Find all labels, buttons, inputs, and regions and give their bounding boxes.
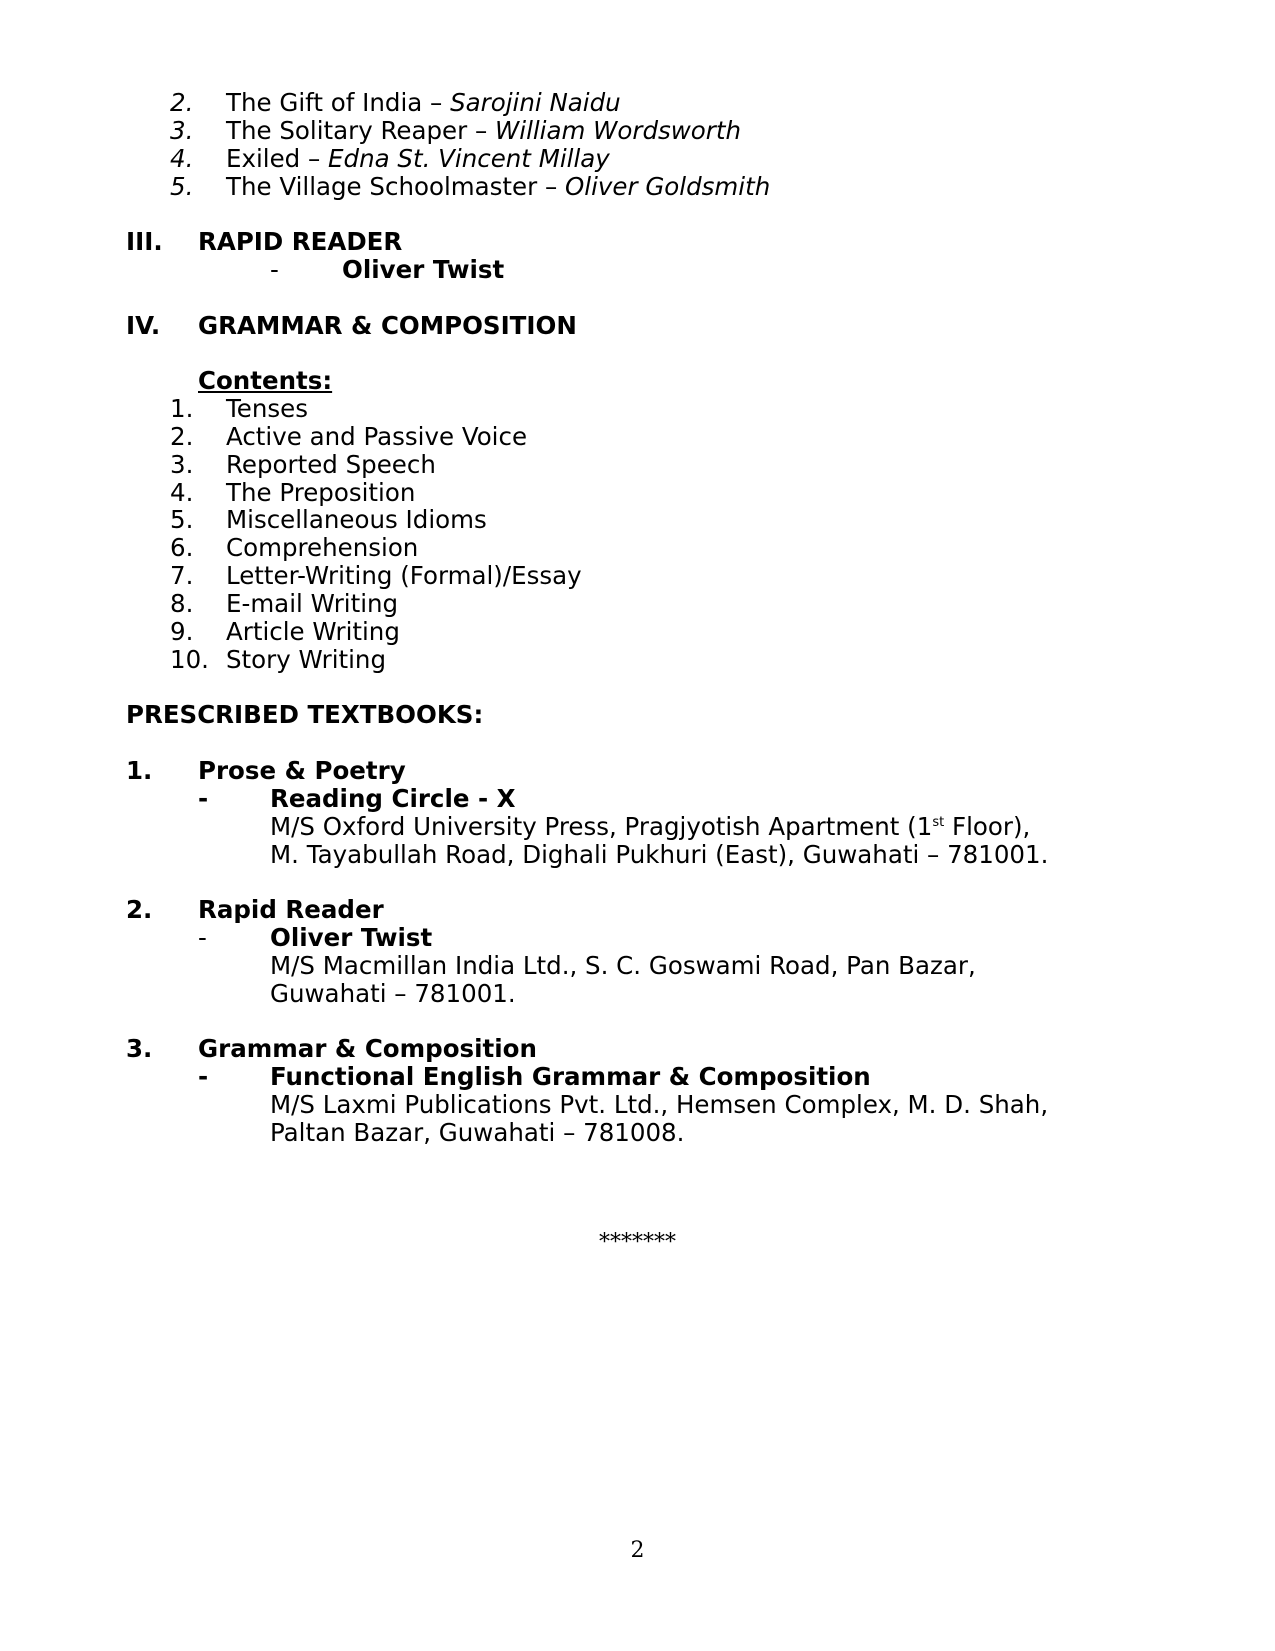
poem-title: The Gift of India [226,88,423,117]
list-number: 9. [170,617,194,646]
address-text: M/S Oxford University Press, Pragjyotish Apartment (1 [270,812,933,841]
poem-number: 3. [170,116,194,145]
list-number: 2. [170,422,194,451]
poem-number: 5. [170,172,194,201]
poem-author: William Wordsworth [495,116,741,145]
book-title: Functional English Grammar & Composition [270,1062,871,1091]
list-item: Active and Passive Voice [226,422,528,451]
list-item: Reported Speech [226,450,436,479]
list-number: 10. [170,645,209,674]
list-number: 5. [170,505,194,534]
poem-title: The Village Schoolmaster [226,172,538,201]
poem-number: 2. [170,88,194,117]
poem-separator: – [467,116,496,145]
publisher-address-line: M/S Laxmi Publications Pvt. Ltd., Hemsen Complex, M. D. Shah, [270,1090,1049,1119]
textbook-number: 3. [126,1034,153,1063]
poem-title: The Solitary Reaper [226,116,468,145]
ordinal-suffix: st [932,815,945,830]
textbook-number: 1. [126,756,153,785]
book-title: Oliver Twist [342,255,505,284]
poem-author: Sarojini Naidu [450,88,621,117]
contents-label: Contents: [198,366,333,395]
publisher-address-line: Paltan Bazar, Guwahati – 781008. [270,1118,685,1147]
section-number: IV. [126,311,161,340]
textbook-category: Prose & Poetry [198,756,406,785]
list-number: 3. [170,450,194,479]
list-number: 8. [170,589,194,618]
publisher-address-line: M/S Macmillan India Ltd., S. C. Goswami Road, Pan Bazar, [270,951,976,980]
book-title: Reading Circle - X [270,784,516,813]
list-item: The Preposition [226,478,416,507]
list-item: Article Writing [226,617,400,646]
list-number: 6. [170,533,194,562]
list-item: Story Writing [226,645,387,674]
poem-author: Oliver Goldsmith [564,172,771,201]
poem-item [226,116,741,145]
poem-number: 4. [170,144,194,173]
list-item: E-mail Writing [226,589,399,618]
poem-item [226,88,621,117]
bullet-dash: - [270,255,279,284]
section-number: III. [126,227,163,256]
bullet-dash: - [198,784,209,813]
bullet-dash: - [198,1062,209,1091]
poem-item [226,172,770,201]
textbook-category: Grammar & Composition [198,1034,537,1063]
publisher-address-line [270,812,1030,841]
section-separator: ******* [599,1230,676,1255]
book-title: Oliver Twist [270,923,433,952]
list-number: 7. [170,561,194,590]
list-number: 4. [170,478,194,507]
list-item: Comprehension [226,533,419,562]
publisher-address-line: M. Tayabullah Road, Dighali Pukhuri (East), Guwahati – 781001. [270,840,1049,869]
publisher-address-line: Guwahati – 781001. [270,979,516,1008]
section-heading: RAPID READER [198,227,403,256]
poem-title: Exiled [226,144,301,173]
section-heading: GRAMMAR & COMPOSITION [198,311,577,340]
textbooks-heading: PRESCRIBED TEXTBOOKS: [126,700,484,729]
textbook-number: 2. [126,895,153,924]
poem-separator: – [300,144,329,173]
list-item: Letter-Writing (Formal)/Essay [226,561,582,590]
address-text: Floor), [944,812,1031,841]
list-number: 1. [170,394,194,423]
page-number: 2 [630,1538,645,1563]
textbook-category: Rapid Reader [198,895,384,924]
poem-separator: – [422,88,451,117]
poem-item [226,144,610,173]
list-item: Tenses [226,394,309,423]
bullet-dash: - [198,923,207,952]
poem-separator: – [537,172,565,201]
list-item: Miscellaneous Idioms [226,505,487,534]
poem-author: Edna St. Vincent Millay [328,144,610,173]
